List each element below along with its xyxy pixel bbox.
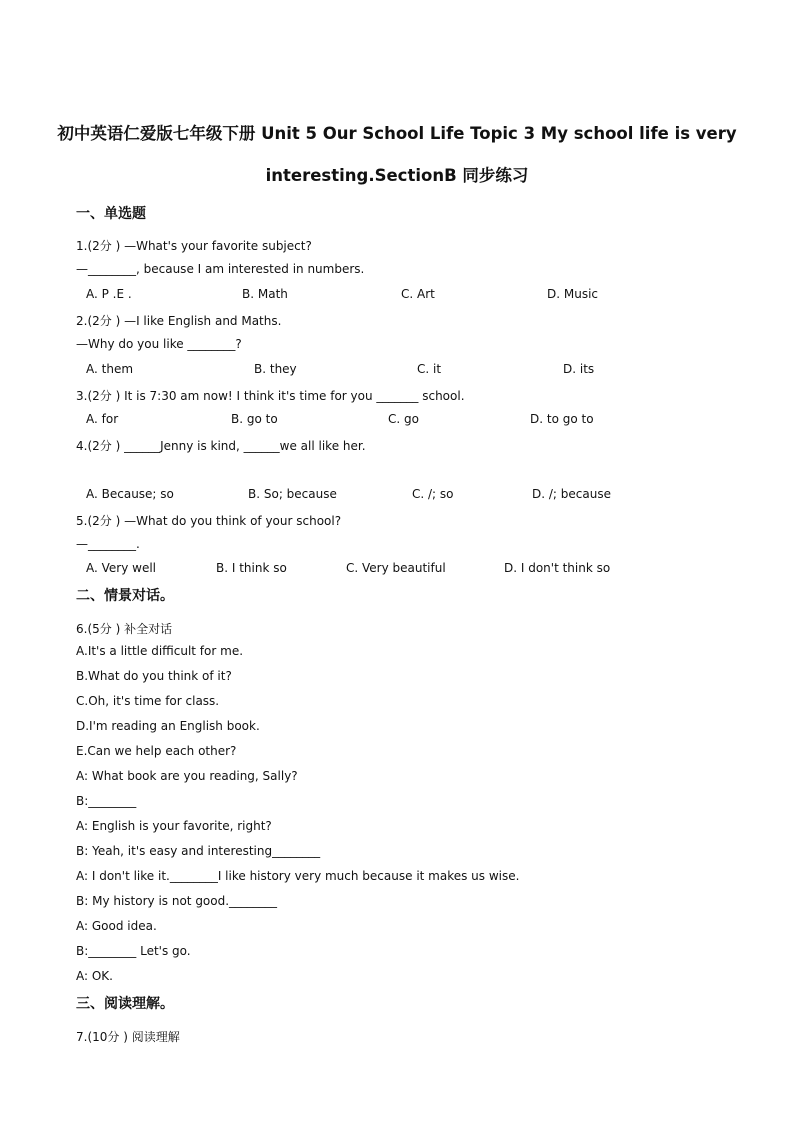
dialogue-line: A: I don't like it.________I like history very much because it makes us wise.	[76, 869, 520, 883]
question-3-option-c[interactable]: C. go	[388, 412, 419, 426]
dialogue-line: A: English is your favorite, right?	[76, 819, 272, 833]
question-2-stem: 2.(2分 ) —I like English and Maths.	[76, 314, 282, 328]
question-1-line2: —________, because I am interested in numbers.	[76, 262, 365, 276]
question-5-option-a[interactable]: A. Very well	[86, 561, 157, 575]
question-5-stem: 5.(2分 ) —What do you think of your school?	[76, 514, 342, 528]
section-heading-dialogue: 二、情景对话。	[76, 588, 174, 604]
question-2-option-b[interactable]: B. they	[254, 362, 297, 376]
section-heading-reading: 三、阅读理解。	[76, 996, 174, 1012]
question-1-stem: 1.(2分 ) —What's your favorite subject?	[76, 239, 312, 253]
dialogue-line: B: Yeah, it's easy and interesting________	[76, 844, 321, 858]
choice-item-c: C.Oh, it's time for class.	[76, 694, 220, 708]
dialogue-line: A: OK.	[76, 969, 113, 983]
question-1-option-b[interactable]: B. Math	[242, 287, 288, 301]
question-4-option-a[interactable]: A. Because; so	[86, 487, 174, 501]
question-2-option-d[interactable]: D. its	[563, 362, 595, 376]
question-4-option-b[interactable]: B. So; because	[248, 487, 337, 501]
question-4-option-c[interactable]: C. /; so	[412, 487, 454, 501]
choice-item-b: B.What do you think of it?	[76, 669, 232, 683]
question-4-stem: 4.(2分 ) ______Jenny is kind, ______we all like her.	[76, 439, 366, 453]
dialogue-line: B:________ Let's go.	[76, 944, 191, 958]
question-5-line2: —________.	[76, 537, 140, 551]
page-title-line1: 初中英语仁爱版七年级下册 Unit 5 Our School Life Topic 3 My school life is very	[57, 124, 737, 143]
question-1-option-d[interactable]: D. Music	[547, 287, 599, 301]
question-2-option-a[interactable]: A. them	[86, 362, 134, 376]
section-heading-single-choice: 一、单选题	[76, 206, 146, 222]
question-2-option-c[interactable]: C. it	[417, 362, 442, 376]
question-2-line2: —Why do you like ________?	[76, 337, 242, 351]
question-3-option-d[interactable]: D. to go to	[530, 412, 594, 426]
question-4-option-d[interactable]: D. /; because	[532, 487, 611, 501]
question-5-option-d[interactable]: D. I don't think so	[504, 561, 611, 575]
question-1-option-c[interactable]: C. Art	[401, 287, 435, 301]
dialogue-line: A: What book are you reading, Sally?	[76, 769, 298, 783]
dialogue-line: A: Good idea.	[76, 919, 157, 933]
dialogue-line: B:________	[76, 794, 137, 808]
question-5-option-b[interactable]: B. I think so	[216, 561, 287, 575]
choice-item-d: D.I'm reading an English book.	[76, 719, 260, 733]
question-3-stem: 3.(2分 ) It is 7:30 am now! I think it's time for you _______ school.	[76, 389, 465, 403]
question-3-option-a[interactable]: A. for	[86, 412, 119, 426]
choice-item-e: E.Can we help each other?	[76, 744, 237, 758]
page-title-line2: interesting.SectionB 同步练习	[265, 166, 529, 185]
question-5-option-c[interactable]: C. Very beautiful	[346, 561, 446, 575]
question-1-option-a[interactable]: A. P .E .	[86, 287, 132, 301]
question-6-stem: 6.(5分 ) 补全对话	[76, 622, 173, 636]
choice-item-a: A.It's a little difficult for me.	[76, 644, 244, 658]
dialogue-line: B: My history is not good.________	[76, 894, 278, 908]
question-7-stem: 7.(10分 ) 阅读理解	[76, 1030, 180, 1044]
question-3-option-b[interactable]: B. go to	[231, 412, 278, 426]
